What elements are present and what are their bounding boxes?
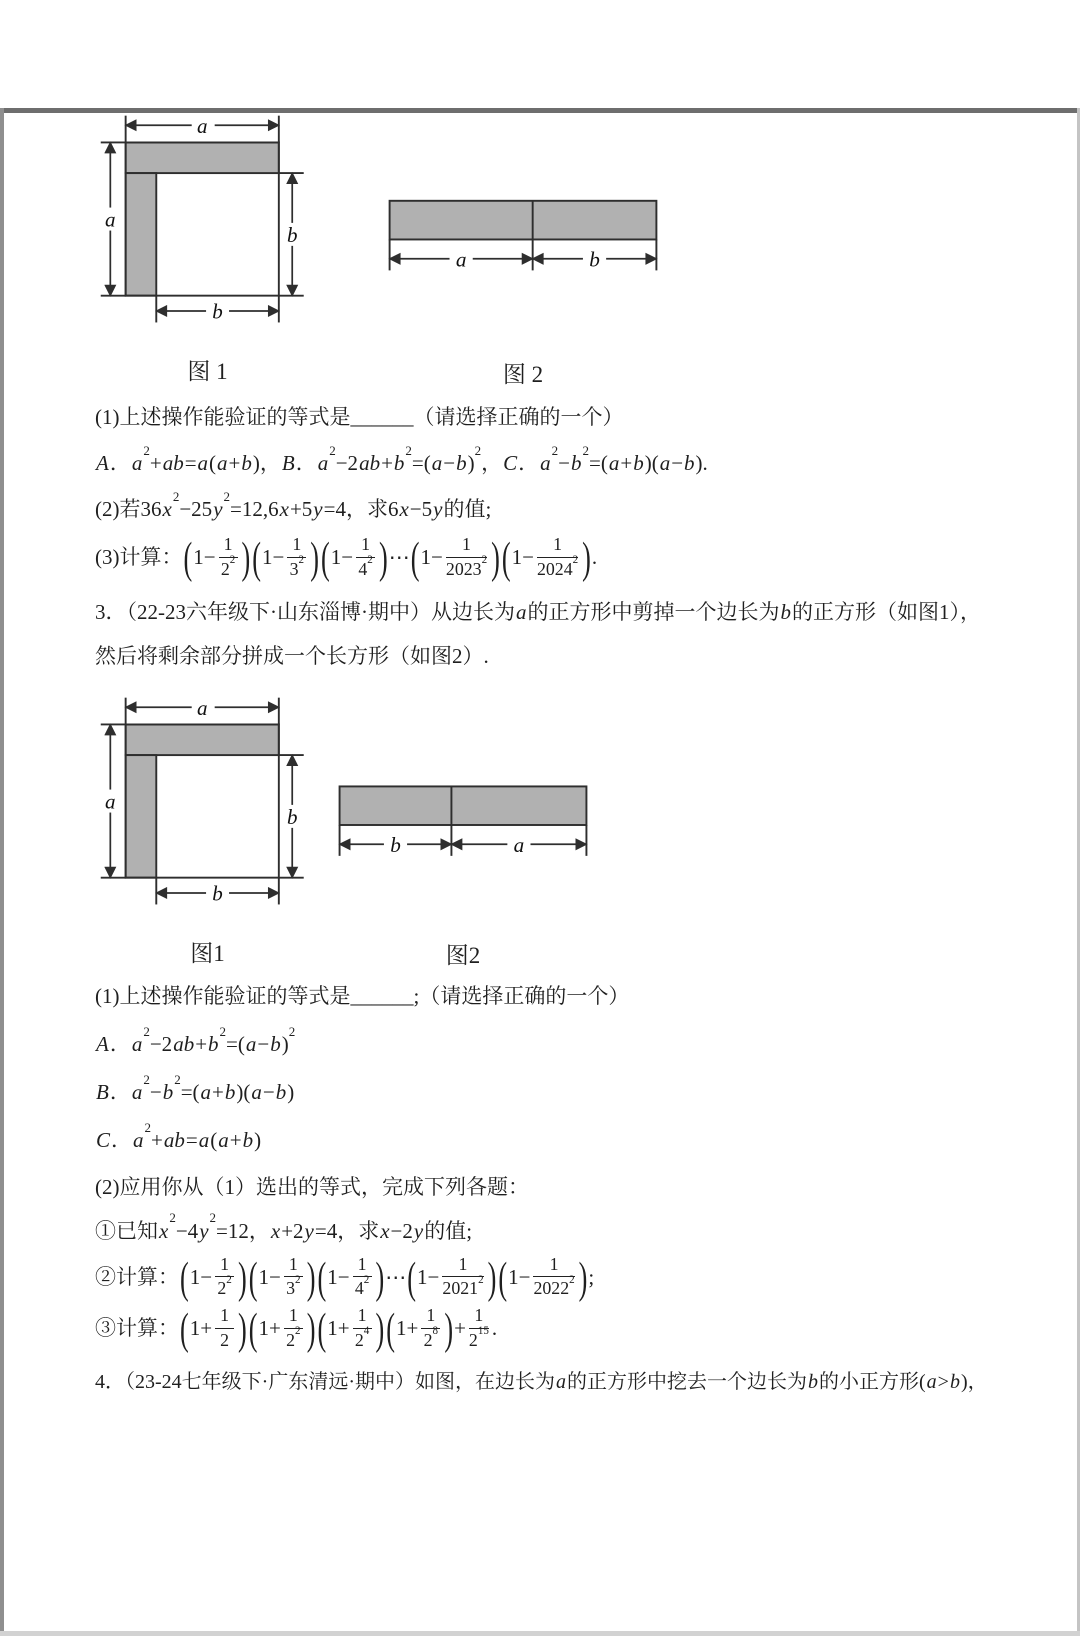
figure-set-1 xyxy=(95,108,995,389)
q3-sub3-computation: ③计算：(1+ $\frac{1}{2}$ )(1+ $\frac{1}{2^2}$ )(1+ $\frac{1}{2^4}$ )(1+ $\frac{1}{2^8}$ )+ $\frac{1}{2^{15}}$ . xyxy=(95,1304,498,1354)
figure2-caption: 图 2 xyxy=(502,361,544,387)
q3-sub2-computation: ②计算：(1− $\frac{1}{2^2}$ )(1− $\frac{1}{3^2}$ )(1− $\frac{1}{4^2}$ )⋯(1− $\frac{1}{2021^2}$ )(1− $\frac{1}{2022^2}$ ); xyxy=(95,1253,595,1303)
dim-label-a-top: a xyxy=(196,696,208,721)
q3-part1-text: (1)上述操作能验证的等式是______;（请选择正确的一个） xyxy=(95,984,630,1009)
q2-part3-computation: (3)计算：(1− $\frac{1}{2^2}$ )(1− $\frac{1}{3^2}$ )(1− $\frac{1}{4^2}$ )⋯(1− $\frac{1}{2023^2}$ )(1− $\frac{1}{2024^2}$ ). xyxy=(95,533,598,583)
dim-label-b-right: b xyxy=(286,223,298,248)
figure1-caption: 图1 xyxy=(190,941,225,967)
dim-label-b-bottom: b xyxy=(212,881,223,906)
q2-option-line: A．$a^2+ab=a(a+b)$，B．$a^2-2ab+b^2=(a-b)^2$，C．$a^2-b^2=(a+b)(a-b)$. xyxy=(96,442,708,475)
q2-part2-text: (2)若$36x^2-25y^2=12,6x+5y=4$，求6x−5y的值; xyxy=(95,488,492,521)
dim-label-b-bottom: b xyxy=(212,299,223,324)
page-edge-left xyxy=(0,108,4,1636)
page-edge-top xyxy=(0,108,1080,113)
figure-set1-fig1 xyxy=(95,108,320,386)
dim-label-a-right-part: a xyxy=(513,833,525,858)
worksheet-content xyxy=(0,108,1080,1403)
figure-set2-fig1 xyxy=(95,690,320,968)
q3-stem: 3．（22-23六年级下·山东淄博·期中）从边长为a的正方形中剪掉一个边长为b的正方形（如图1），然后将剩余部分拼成一个长方形（如图2）. xyxy=(95,599,981,669)
dim-label-b-right-part: b xyxy=(589,247,600,272)
dim-label-a-left-part: a xyxy=(455,247,467,272)
dim-label-b-right: b xyxy=(286,805,298,830)
figure-set-2 xyxy=(95,690,995,970)
q3-sub1-text: ①已知$x^2-4y^2=12$，x+2y=4，求x−2y的值; xyxy=(95,1210,473,1243)
rectangle-diagram xyxy=(378,108,668,352)
dim-label-a-top: a xyxy=(196,113,208,138)
rectangle-diagram xyxy=(328,690,598,933)
dim-label-b-left-part: b xyxy=(390,833,401,858)
q4-stem: 4．（23-24七年级下·广东清远·期中）如图，在边长为a的正方形中挖去一个边长为b的小正方形(a>b)， xyxy=(95,1370,988,1393)
dim-label-a-left: a xyxy=(105,789,116,814)
figure2-caption: 图2 xyxy=(445,943,481,969)
q3-option-b: B．$a^2-b^2=(a+b)(a-b)$ xyxy=(96,1072,295,1105)
q3-part2-text: (2)应用你从（1）选出的等式，完成下列各题： xyxy=(95,1174,529,1199)
square-cut-diagram xyxy=(95,690,320,931)
square-cut-diagram xyxy=(95,108,320,349)
q3-option-c: C．$a^2+ab=a(a+b)$ xyxy=(96,1120,262,1153)
figure1-caption: 图 1 xyxy=(187,359,228,385)
page-edge-bottom xyxy=(0,1631,1080,1636)
q3-option-a: A．$a^2-2ab+b^2=(a-b)^2$ xyxy=(96,1024,296,1057)
figure-set1-fig2 xyxy=(378,108,668,389)
dim-label-a-left: a xyxy=(105,207,116,232)
q2-part1-text: (1)上述操作能验证的等式是______（请选择正确的一个） xyxy=(95,404,624,429)
figure-set2-fig2 xyxy=(328,690,598,970)
